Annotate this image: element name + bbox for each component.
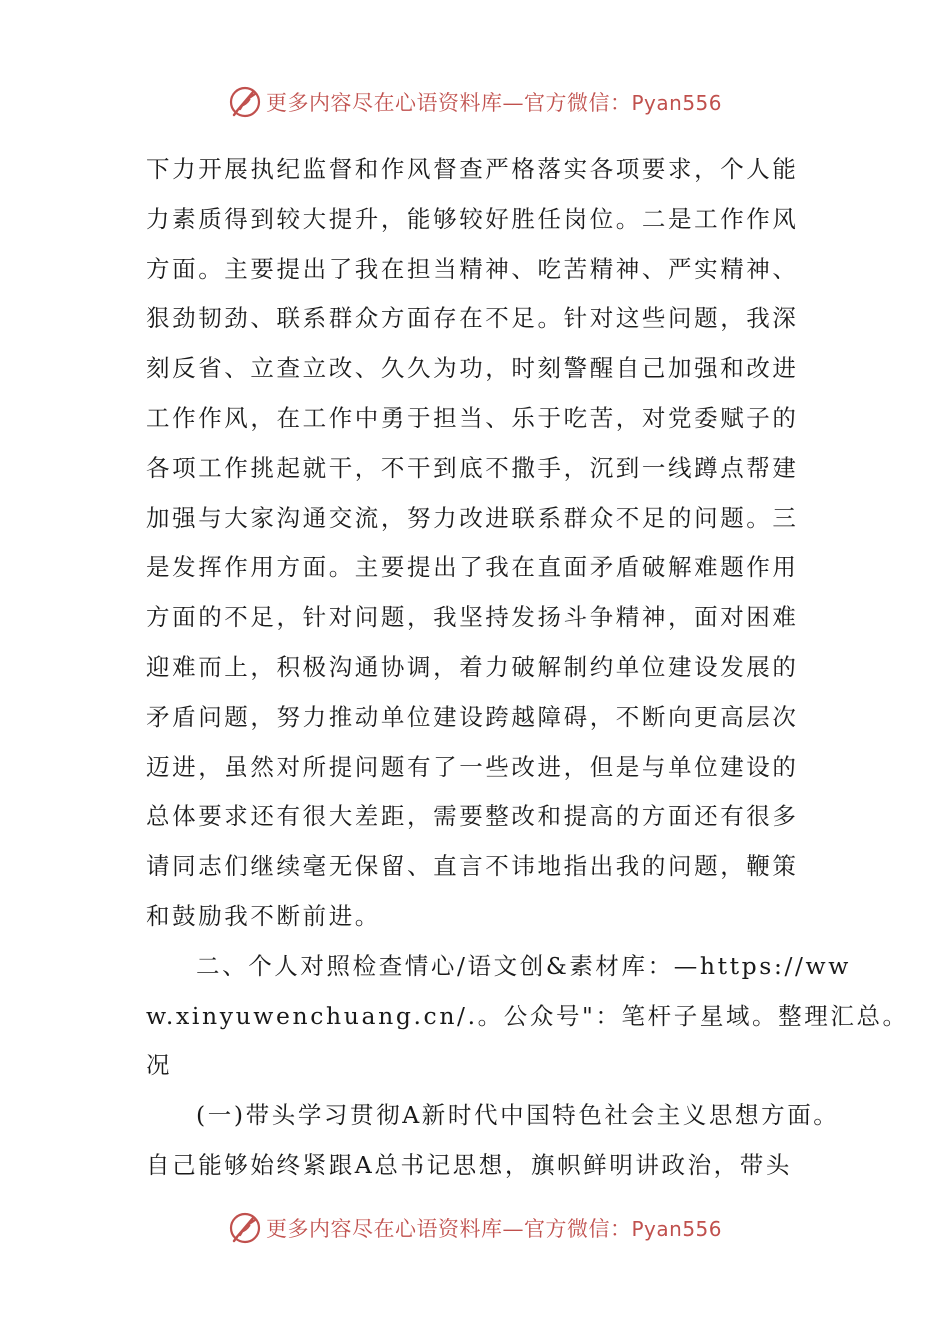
text-line: 方面的不足，针对问题，我坚持发扬斗争精神，面对困难 [146, 603, 799, 632]
text-line: 力素质得到较大提升，能够较好胜任岗位。二是工作作风 [146, 204, 799, 233]
text-line: 总体要求还有很大差距，需要整改和提高的方面还有很多 [146, 802, 799, 831]
text-line: 请同志们继续毫无保留、直言不讳地指出我的问题，鞭策 [146, 852, 799, 881]
text-line: 迎难而上，积极沟通协调，着力破解制约单位建设发展的 [146, 652, 799, 681]
text-line: 下力开展执纪监督和作风督查严格落实各项要求，个人能 [146, 155, 799, 183]
text-line: 迈进，虽然对所提问题有了一些改进，但是与单位建设的 [146, 752, 799, 781]
text-line: 方面。主要提出了我在担当精神、吃苦精神、严实精神、 [146, 254, 799, 283]
document-body [146, 145, 909, 1191]
feather-pen-logo-icon [228, 85, 262, 119]
feather-pen-logo-icon [228, 1211, 262, 1245]
wechat-id: Pyan556 [631, 1217, 722, 1241]
section-heading: 二、个人对照检查情心/语文创&素材库：—https://ww [196, 951, 851, 980]
text-line: 刻反省、立查立改、久久为功，时刻警醒自己加强和改进 [146, 354, 799, 383]
text-line: 是发挥作用方面。主要提出了我在直面矛盾破解难题作用 [146, 553, 799, 582]
header-watermark [0, 82, 950, 122]
footer-watermark [0, 1208, 950, 1248]
text-line: 矛盾问题，努力推动单位建设跨越障碍，不断向更高层次 [146, 702, 799, 731]
watermark-text: 更多内容尽在心语资料库—官方微信：Pyan556 [265, 1217, 722, 1241]
text-line: 和鼓励我不断前进。 [146, 901, 381, 930]
subsection-heading: (一)带头学习贯彻A新时代中国特色社会主义思想方面。 [196, 1101, 840, 1130]
text-line: 各项工作挑起就干，不干到底不撒手，沉到一线蹲点帮建 [146, 453, 799, 482]
watermark-text: 更多内容尽在心语资料库—官方微信：Pyan556 [265, 91, 722, 115]
wechat-id: Pyan556 [631, 91, 722, 115]
text-line: 狠劲韧劲、联系群众方面存在不足。针对这些问题，我深 [146, 304, 799, 333]
text-line: 工作作风，在工作中勇于担当、乐于吃苦，对党委赋子的 [146, 403, 799, 432]
text-line: 加强与大家沟通交流，努力改进联系群众不足的问题。三 [146, 503, 799, 532]
text-line: 况 [146, 1051, 173, 1080]
text-line: 自己能够始终紧跟A总书记思想，旗帜鲜明讲政治，带头 [146, 1150, 792, 1179]
text-line: w.xinyuwenchuang.cn/.。公众号"：笔杆子星域。整理汇总。 [146, 1001, 909, 1030]
